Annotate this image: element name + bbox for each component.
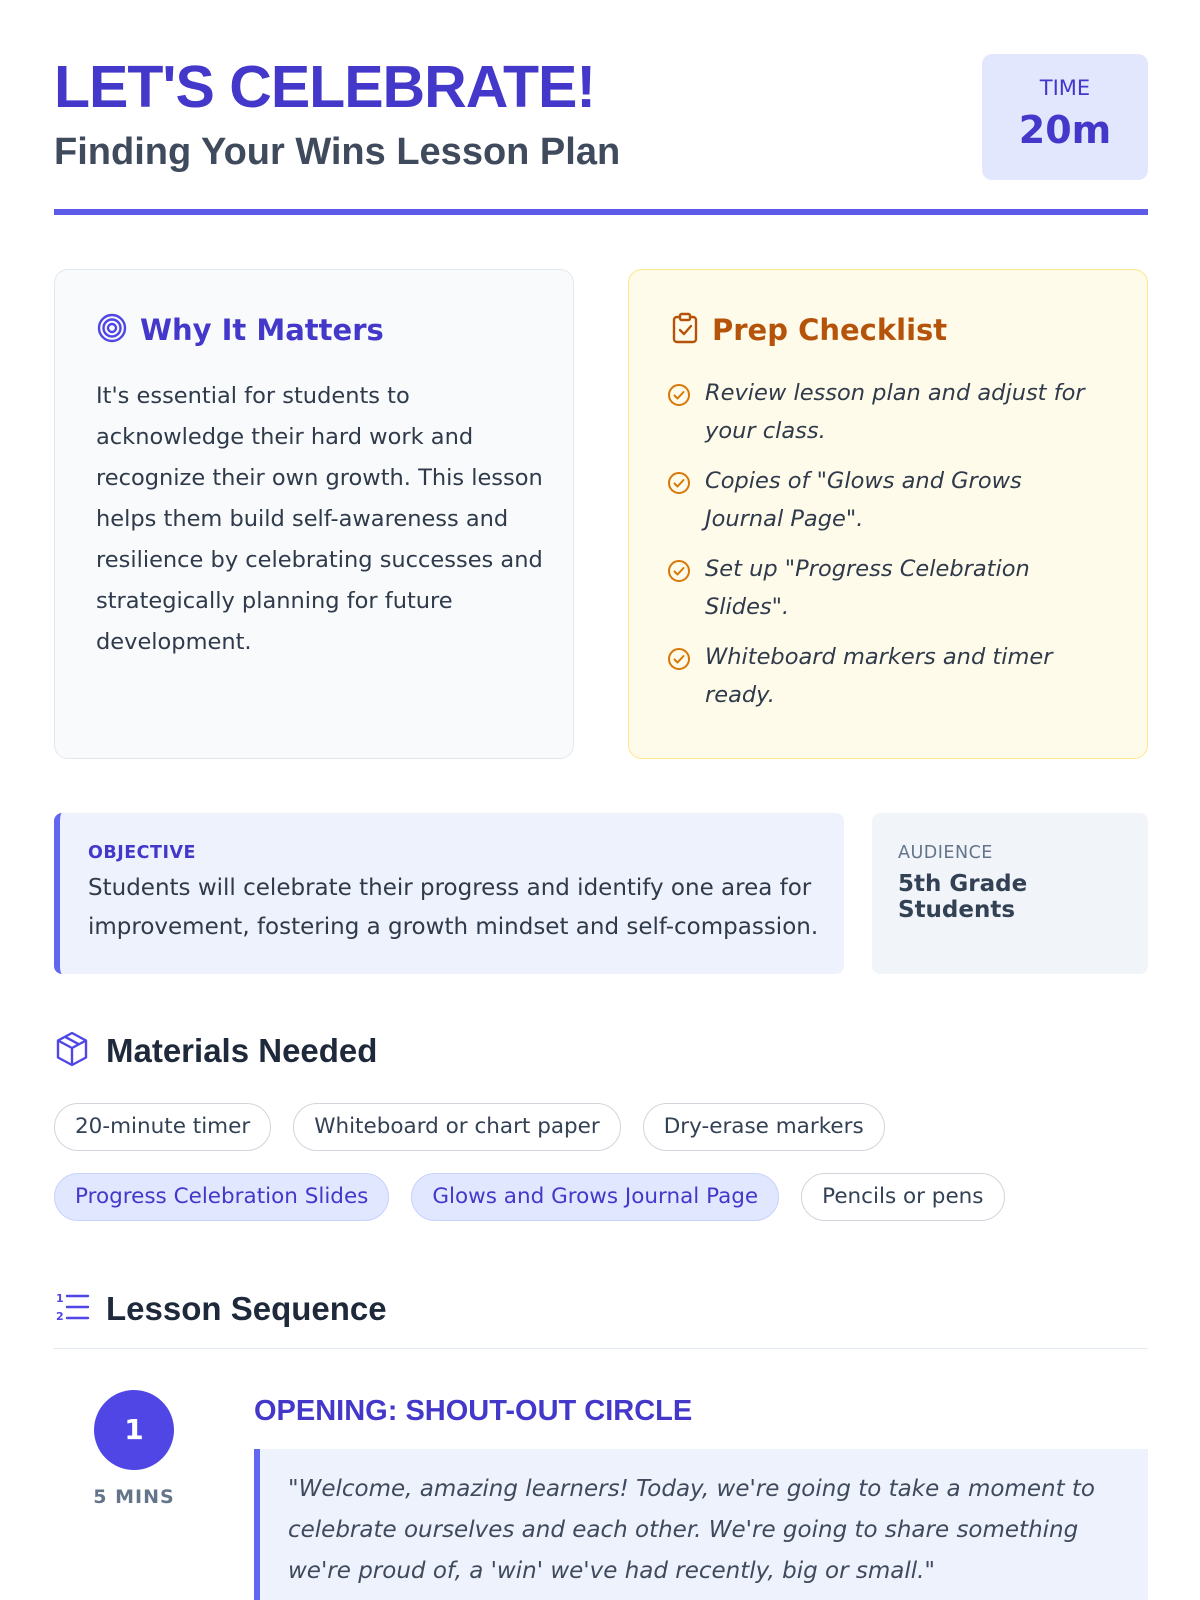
material-chip: Dry-erase markers (643, 1103, 885, 1151)
step-script-quote (254, 1449, 1148, 1600)
checklist-item (667, 374, 1107, 450)
materials-list (54, 1173, 1148, 1221)
checklist-item-text: Whiteboard markers and timer ready. (705, 644, 1053, 708)
objective-label: OBJECTIVE (88, 843, 196, 863)
why-it-matters-text: It's essential for students to acknowledge their hard work and recognize their own growth. This lesson helps them build self-awareness and resilience by celebrating successes and strategically planning for future development. (96, 383, 543, 655)
audience-value: 5th Grade Students (898, 871, 1028, 923)
why-it-matters-card (54, 269, 574, 759)
section-divider (54, 1348, 1148, 1349)
prep-checklist-title: Prep Checklist (712, 313, 948, 347)
material-chip: Pencils or pens (801, 1173, 1004, 1221)
check-circle-icon (667, 645, 693, 683)
prep-checklist (667, 374, 1107, 726)
why-it-matters-header (96, 312, 384, 348)
page-subtitle: Finding Your Wins Lesson Plan (54, 131, 621, 173)
checklist-item (667, 550, 1107, 626)
materials-title: Materials Needed (106, 1032, 378, 1069)
time-label: TIME (1039, 76, 1091, 100)
objective-box (54, 813, 844, 974)
materials-heading (54, 1030, 377, 1072)
lesson-sequence-title: Lesson Sequence (106, 1290, 387, 1327)
check-circle-icon (667, 381, 693, 419)
checklist-item (667, 462, 1107, 538)
checklist-item (667, 638, 1107, 714)
lesson-sequence-heading (54, 1290, 387, 1328)
objective-text: Students will celebrate their progress and identify one area for improvement, fostering a growth mindset and self-compassion. (88, 875, 819, 940)
checklist-item-text: Set up "Progress Celebration Slides". (705, 556, 1030, 620)
materials-list (54, 1103, 1148, 1151)
svg-text:2: 2 (56, 1310, 64, 1323)
prep-checklist-header (670, 312, 947, 348)
time-value: 20m (1018, 108, 1112, 152)
material-chip-highlighted[interactable]: Progress Celebration Slides (54, 1173, 389, 1221)
why-it-matters-title: Why It Matters (140, 313, 384, 347)
prep-checklist-card (628, 269, 1148, 759)
audience-label: AUDIENCE (898, 843, 993, 863)
checklist-item-text: Review lesson plan and adjust for your class. (705, 380, 1085, 444)
target-icon (96, 312, 128, 348)
material-chip: 20-minute timer (54, 1103, 271, 1151)
clipboard-check-icon (670, 312, 700, 348)
material-chip: Whiteboard or chart paper (293, 1103, 621, 1151)
audience-box (872, 813, 1148, 974)
numbered-list-icon (54, 1290, 90, 1328)
check-circle-icon (667, 557, 693, 595)
check-circle-icon (667, 469, 693, 507)
cube-icon (54, 1030, 90, 1072)
checklist-item-text: Copies of "Glows and Grows Journal Page". (705, 468, 1022, 532)
time-badge (982, 54, 1148, 180)
page-title: LET'S CELEBRATE! (54, 54, 596, 120)
page-header (54, 54, 1148, 215)
svg-text:1: 1 (56, 1292, 64, 1305)
material-chip-highlighted[interactable]: Glows and Grows Journal Page (411, 1173, 779, 1221)
step-title: OPENING: SHOUT-OUT CIRCLE (254, 1395, 693, 1427)
step-duration: 5 MINS (93, 1486, 175, 1508)
step-quote-text: "Welcome, amazing learners! Today, we're going to take a moment to celebrate ourselves and each other. We're going to share something we're proud of, a 'win' we've had recently, big or small." (288, 1476, 1095, 1584)
step-number-badge: 1 (94, 1390, 174, 1470)
